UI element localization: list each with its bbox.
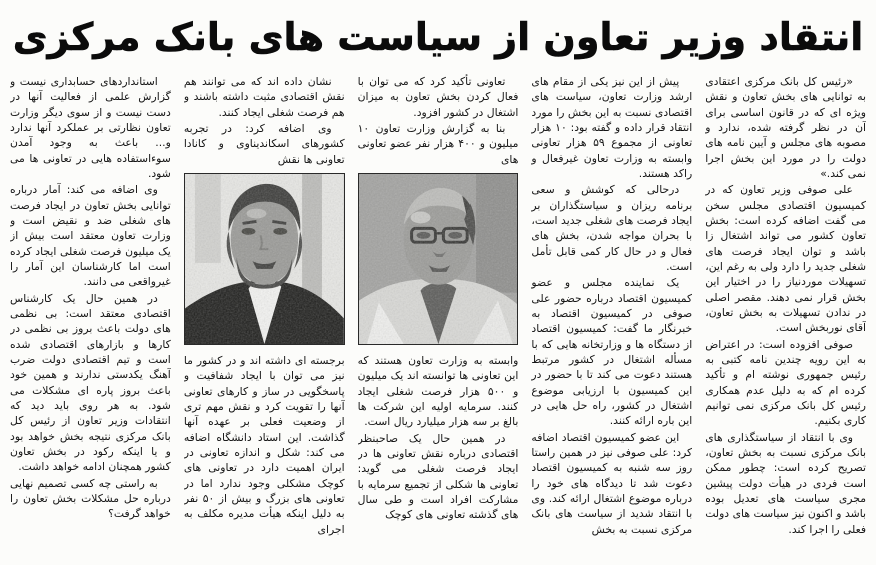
paragraph: یک نماینده مجلس و عضو کمیسیون اقتصاد درباره حضور علی صوفی در کمیسیون اقتصاد به خبرنگار ما گفت: کمیسیون اقتصاد از دستگاه ها و وزارتخانه هایی که با مسأله اشتغال در کشور مرتبط هستند دعوت می کند تا با حضور در این کمیسیون با ارزیابی موضوع اشتغال در کشور، راه حل هایی در این باره ارائه کنند. [531, 276, 693, 428]
paragraph: پیش از این نیز یکی از مقام های ارشد وزارت تعاون، سیاست های اقتصادی نسبت به این بخش را مورد انتقاد قرار داده و گفته بود: ۱۰ هزار تعاونی از مجموع ۵۹ هزار تعاونی وابسته به وزارت تعاون غیرفعال و راکد هستند. [531, 75, 693, 180]
paragraph: وی با انتقاد از سیاستگذاری های بانک مرکزی نسبت به بخش تعاون، تصریح کرده است: چطور ممکن است فردی در هیأت دولت پیشین مجری سیاست های تعدیل بوده باشد و اکنون نیز سیاست های دولت فعلی را اجرا کند. [705, 430, 866, 536]
paragraph: این عضو کمیسیون اقتصاد اضافه کرد: علی صوفی نیز در همین راستا روز سه شنبه به کمیسیون اقتصاد دعوت شد تا دیدگاه های خود را درباره موضوع اشتغال ارائه کند. وی با انتقاد شدید از سیاست های بانک مرکزی نسبت به بخش [531, 430, 693, 536]
paragraph: وابسته به وزارت تعاون هستند که این تعاونی ها توانسته اند یک میلیون و ۵۰۰ هزار فرصت شغلی ایجاد کنند. سرمایه اولیه این شرکت ها بالغ بر سه هزار میلیارد ریال است. [357, 353, 519, 429]
paragraph: «رئیس کل بانک مرکزی اعتقادی به توانایی های بخش تعاون و نقش ویژه ای که در قانون اساسی برای آن در نظر گرفته شده، ندارد و مصوبه های مجلس و آیین نامه های دولت را در مورد این بخش اجرا نمی کند.» [705, 75, 866, 180]
paragraph: در همین حال یک کارشناس اقتصادی معتقد است: بی نظمی های دولت باعث بروز بی نظمی در کارها و بازارهای اقتصادی شده است و تیم اقتصادی دولت ضرب آهنگ یکدستی ندارند و همین خود باعث بروز پاره ای مشکلات می شود. به هر روی باید دید که انتقادات وزیر تعاون از رئیس کل بانک مرکزی نتیجه بخش خواهد بود و یا اینکه رکود در بخش تعاون کشور همچنان ادامه خواهد داشت. [10, 291, 171, 474]
paragraph: بنا به گزارش وزارت تعاون ۱۰ میلیون و ۴۰۰ هزار نفر عضو تعاونی های [357, 121, 519, 166]
article-headline: انتقاد وزیر تعاون از سیاست های بانک مرکزی [12, 15, 864, 59]
column-1 [705, 74, 866, 560]
portrait-photo-glasses-man [358, 173, 519, 345]
paragraph: وی اضافه کرد: در تجربه کشورهای اسکاندیناوی و کانادا تعاونی ها نقش [183, 121, 345, 166]
column-4 [184, 74, 345, 560]
article-columns [0, 68, 876, 560]
paragraph: به راستی چه کسی تصمیم نهایی درباره حل مشکلات بخش تعاون را خواهد گرفت؟ [10, 476, 171, 521]
paragraph: نشان داده اند که می توانند هم نقش اقتصادی مثبت داشته باشند و هم فرصت شغلی ایجاد کنند. [183, 75, 345, 119]
paragraph: درحالی که کوشش و سعی برنامه ریزان و سیاستگذاران بر ایجاد فرصت های شغلی جدید است، با بحران مواجه شدن، بخش های فعال و در حال کار کمی قابل تأمل است. [531, 183, 693, 273]
paragraph: استانداردهای حسابداری نیست و گزارش علمی از فعالیت آنها در دست نیست و از سوی دیگر وزارت تعاون نظارتی بر عملکرد آنها ندارد و... باعث به وجود آمدن سوءاستفاده هایی در تعاونی ها می شود. [10, 75, 171, 180]
portrait-photo-bearded-man [184, 173, 345, 345]
paragraph: تعاونی تأکید کرد که می توان با فعال کردن بخش تعاون به میزان اشتغال در کشور افزود. [357, 75, 519, 119]
paragraph: صوفی افزوده است: در اعتراض به این رویه چندین نامه کتبی به رئیس جمهوری نوشته ام و تأکید کرده ام که به دلیل عدم همکاری رئیس کل بانک مرکزی نمی توانیم کاری بکنیم. [705, 337, 866, 428]
column-2 [531, 74, 692, 560]
paragraph: در همین حال یک صاحبنظر اقتصادی درباره نقش تعاونی ها در ایجاد فرصت شغلی می گوید: تعاونی ها شکلی از تجمیع سرمایه با مشارکت افراد است و طی سال های گذشته تعاونی های کوچک [357, 431, 519, 522]
paragraph: علی صوفی وزیر تعاون که در کمیسیون اقتصادی مجلس سخن می گفت اضافه کرده است: بخش تعاون کشور می تواند اشتغال زا باشد و توان ایجاد فرصت های شغلی جدید را دارد ولی به رغم این، تسهیلات موردنیاز را در اختیار این بخش قرار نمی دهند. مقصر اصلی در ندادن تسهیلات به بخش تعاون، آقای نوربخش است. [705, 183, 866, 335]
paragraph: برجسته ای داشته اند و در کشور ما نیز می توان با ایجاد شفافیت و پاسخگویی در ساز و کارهای تعاونی آنها را تقویت کرد و نقش مهم تری از وضعیت فعلی بر عهده آنها گذاشت. این استاد دانشگاه اضافه می کند: شکل و اندازه تعاونی در ایران اهمیت دارد در تعاونی های کوچک مشکلی وجود ندارد اما در تعاونی های بزرگ و بیش از ۵۰ نفر به دلیل اینکه هیأت مدیره مکلف به اجرای [183, 353, 345, 536]
column-5 [10, 74, 171, 560]
paragraph: وی اضافه می کند: آمار درباره توانایی بخش تعاون در ایجاد فرصت های شغلی ضد و نقیض است و وزارت تعاون معتقد است بیش از یک میلیون فرصت شغلی ایجاد کرده است اما کارشناسان این آمار را غیرواقعی می دانند. [10, 183, 171, 289]
column-3 [358, 74, 519, 560]
